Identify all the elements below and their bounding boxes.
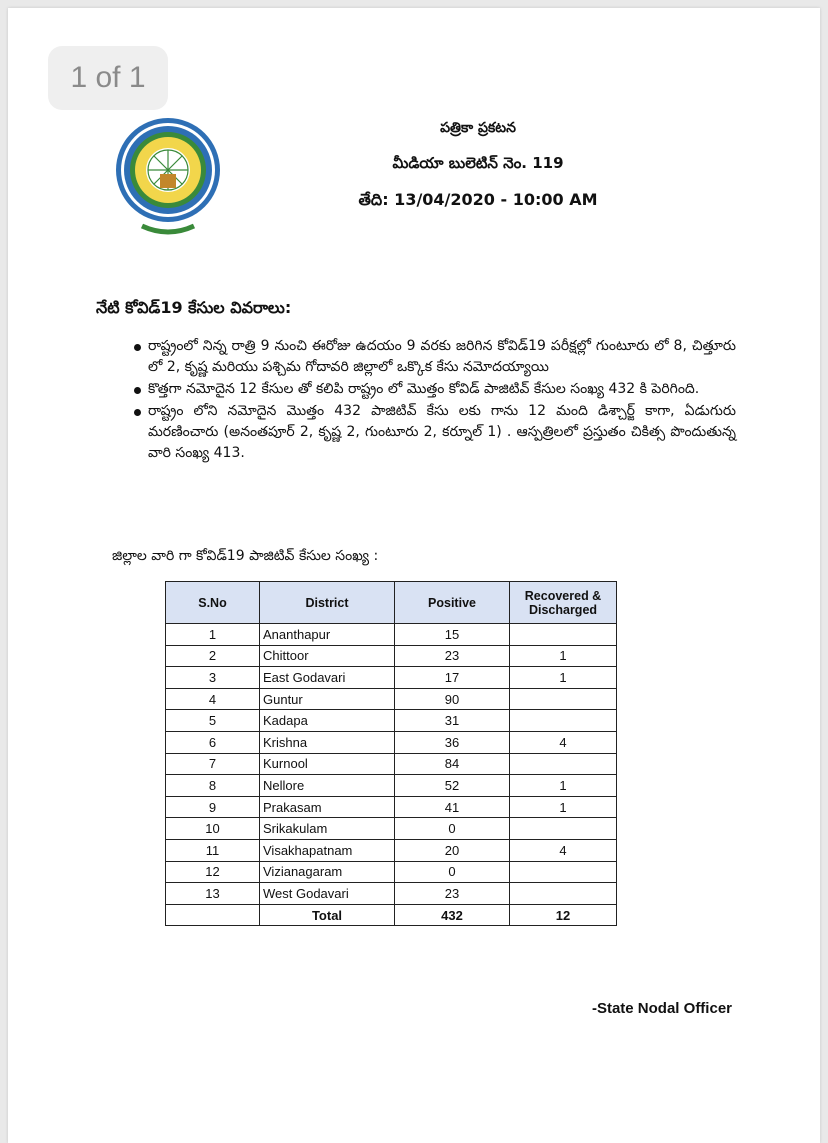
- table-row: 9 Prakasam 41 1: [166, 796, 617, 818]
- table-total-row: [166, 904, 617, 926]
- table-caption: జిల్లాల వారి గా కోవిడ్19 పాజిటివ్ కేసుల సంఖ్య :: [112, 548, 379, 564]
- table-row: 13 West Godavari 23: [166, 883, 617, 905]
- government-seal-logo: [112, 114, 224, 244]
- table-row: 1 Ananthapur 15: [166, 624, 617, 646]
- header-district: District: [260, 582, 395, 624]
- table-row: 4 Guntur 90: [166, 688, 617, 710]
- header-sno: S.No: [166, 582, 260, 624]
- table-row: 3 East Godavari 17 1: [166, 667, 617, 689]
- summary-bullet-list: [124, 336, 736, 465]
- list-item: రాష్ట్రంలో నిన్న రాత్రి 9 నుంచి ఈరోజు ఉదయం 9 వరకు జరిగిన కోవిడ్19 పరీక్షల్లో గుంటూరు లో 8, చిత్తూరు లో 2, కృష్ణ మరియు పశ్చిమ గోదావరి జిల్లాలో ఒక్కొక కేసు నమోదయ్యాయి: [124, 336, 736, 378]
- table-row: 8 Nellore 52 1: [166, 775, 617, 797]
- header-positive: Positive: [395, 582, 510, 624]
- district-cases-table: [165, 581, 617, 926]
- bulletin-date: తేది: 13/04/2020 - 10:00 AM: [358, 190, 598, 209]
- document-page: [8, 8, 820, 1143]
- total-positive: 432: [395, 904, 510, 926]
- header-recovered: Recovered & Discharged: [510, 582, 617, 624]
- table-header-row: [166, 582, 617, 624]
- press-release-heading: పత్రికా ప్రకటన: [440, 120, 516, 136]
- table-row: 5 Kadapa 31: [166, 710, 617, 732]
- table-row: 11 Visakhapatnam 20 4: [166, 839, 617, 861]
- total-recovered: 12: [510, 904, 617, 926]
- bullet-icon: [134, 409, 141, 416]
- list-item: కొత్తగా నమోదైన 12 కేసుల తో కలిపి రాష్ట్రం లో మొత్తం కోవిడ్ పాజిటివ్ కేసుల సంఖ్య 432 కి పెరిగింది.: [124, 379, 736, 400]
- table-row: 10 Srikakulam 0: [166, 818, 617, 840]
- table-row: 12 Vizianagaram 0: [166, 861, 617, 883]
- table-row: 2 Chittoor 23 1: [166, 645, 617, 667]
- table-row: 7 Kurnool 84: [166, 753, 617, 775]
- bullet-icon: [134, 344, 141, 351]
- total-label: Total: [260, 904, 395, 926]
- section-title: నేటి కోవిడ్19 కేసుల వివరాలు:: [96, 298, 292, 317]
- list-item: రాష్ట్రం లోని నమోదైన మొత్తం 432 పాజిటివ్ కేసు లకు గాను 12 మంది డిశ్చార్జ్ కాగా, ఏడుగురు మరణించారు (అనంతపూర్ 2, కృష్ణ 2, గుంటూరు 2, కర్నూల్ 1) . ఆస్పత్రిలలో ప్రస్తుతం చికిత్స పొందుతున్న వారి సంఖ్య 413.: [124, 401, 736, 464]
- signature: -State Nodal Officer: [591, 1000, 732, 1017]
- bullet-icon: [134, 387, 141, 394]
- bulletin-number: మీడియా బులెటిన్ నెం. 119: [392, 154, 564, 172]
- table-row: 6 Krishna 36 4: [166, 731, 617, 753]
- page-indicator: 1 of 1: [48, 46, 168, 110]
